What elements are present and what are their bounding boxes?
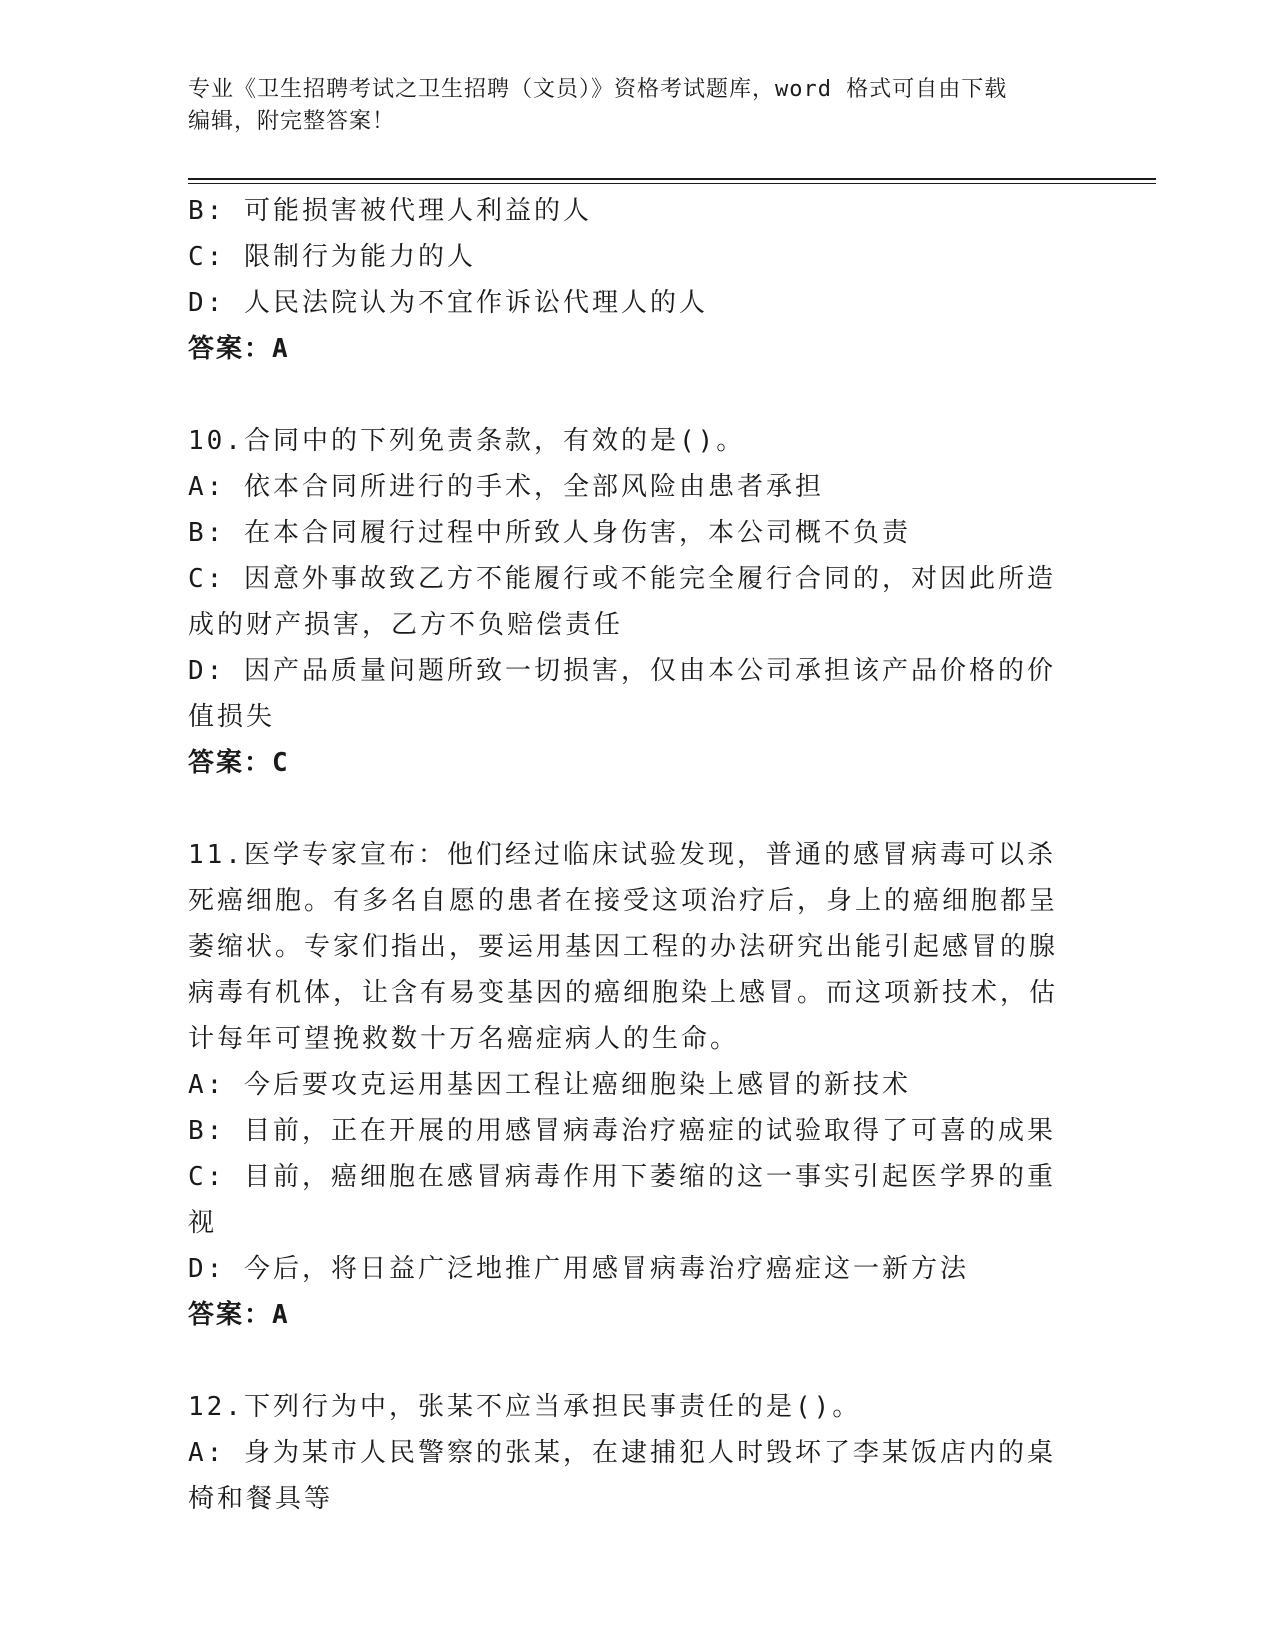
- option-a: A: 依本合同所进行的手术，全部风险由患者承担: [188, 472, 824, 502]
- option-d: D: 因产品质量问题所致一切损害，仅由本公司承担该产品价格的价值损失: [188, 656, 1056, 732]
- option-d: D: 人民法院认为不宜作诉讼代理人的人: [188, 288, 708, 318]
- answer: 答案：C: [188, 748, 290, 778]
- header-rule: [188, 178, 1156, 180]
- option-b: B: 目前，正在开展的用感冒病毒治疗癌症的试验取得了可喜的成果: [188, 1116, 1056, 1146]
- question-10-stem: 10.合同中的下列免责条款，有效的是()。: [188, 426, 746, 456]
- option-c: C: 因意外事故致乙方不能履行或不能完全履行合同的，对因此所造成的财产损害，乙方不负赔偿责任: [188, 564, 1056, 640]
- question-12-stem: 12.下列行为中，张某不应当承担民事责任的是()。: [188, 1392, 862, 1422]
- spacer: [188, 1338, 1078, 1384]
- spacer: [188, 786, 1078, 832]
- spacer: [188, 372, 1078, 418]
- option-b: B: 可能损害被代理人利益的人: [188, 196, 592, 226]
- header-line-2: 编辑，附完整答案！: [188, 109, 396, 134]
- question-11-stem: 11.医学专家宣布：他们经过临床试验发现，普通的感冒病毒可以杀死癌细胞。有多名自愿的患者在接受这项治疗后，身上的癌细胞都呈萎缩状。专家们指出，要运用基因工程的办法研究出能引起感冒的腺病毒有机体，让含有易变基因的癌细胞染上感冒。而这项新技术，估计每年可望挽救数十万名癌症病人的生命。: [188, 840, 1059, 1054]
- option-a: A: 今后要攻克运用基因工程让癌细胞染上感冒的新技术: [188, 1070, 911, 1100]
- option-a: A: 身为某市人民警察的张某，在逮捕犯人时毁坏了李某饭店内的桌椅和餐具等: [188, 1438, 1056, 1514]
- option-c: C: 目前，癌细胞在感冒病毒作用下萎缩的这一事实引起医学界的重视: [188, 1162, 1056, 1238]
- option-d: D: 今后，将日益广泛地推广用感冒病毒治疗癌症这一新方法: [188, 1254, 969, 1284]
- answer: 答案：A: [188, 334, 290, 364]
- option-c: C: 限制行为能力的人: [188, 242, 476, 272]
- header-line-1: 专业《卫生招聘考试之卫生招聘（文员）》资格考试题库，word 格式可自由下载: [188, 77, 1008, 102]
- option-b: B: 在本合同履行过程中所致人身伤害，本公司概不负责: [188, 518, 911, 548]
- answer: 答案：A: [188, 1300, 290, 1330]
- header-rule-thin: [188, 183, 1156, 184]
- document-header: [188, 74, 1068, 138]
- document-body: [188, 188, 1078, 1522]
